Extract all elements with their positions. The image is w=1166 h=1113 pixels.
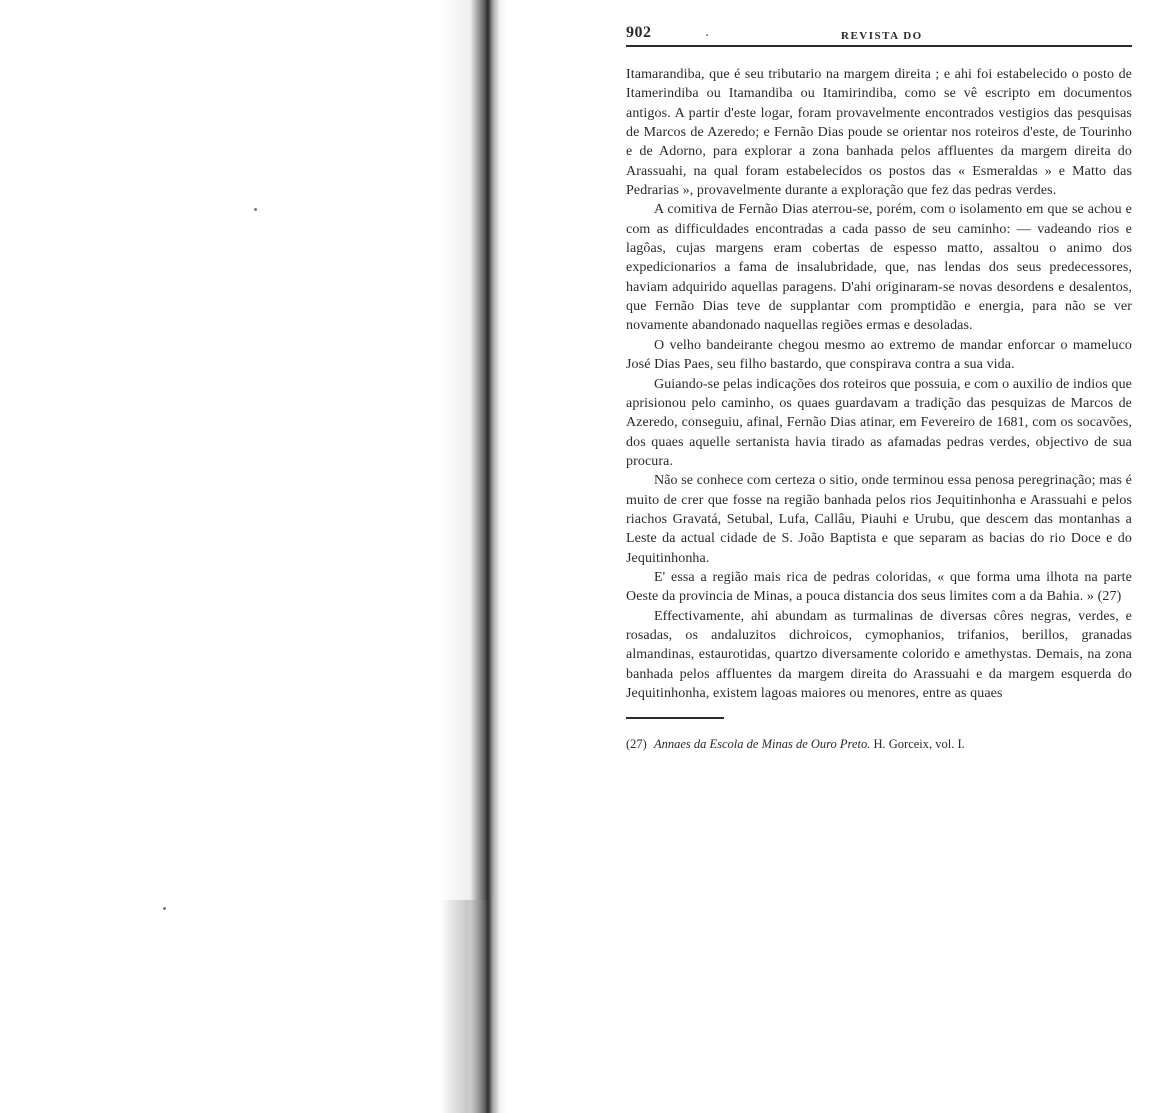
paper-speck	[254, 208, 257, 211]
paragraph: Não se conhece com certeza o sitio, onde terminou essa penosa peregrinação; mas é muito de crer que fosse na região banhada pelos rios Jequitinhonha e Arassuahi e pelos riachos Gravatá, Setubal, Lufa, Callâu, Piauhi e Urubu, que descem das montanhas a Leste da actual cidade de S. João Baptista e que separam as bacias do rio Doce e do Jequitinhonha.	[626, 473, 1132, 566]
paragraph: A comitiva de Fernão Dias aterrou-se, porém, com o isolamento em que se achou e com as difficuldades encontradas a cada passo de seu caminho: — vadeando rios e lagôas, cujas margens eram cobertas de espesso matto, assaltou o animo dos expedicionarios a fama de insalubridade, que, nas lendas dos seus predecessores, haviam adquirido aquellas paragens. D'ahi originaram-se novas desordens e desalentos, que Fernão Dias teve de supplantar com promptidão e energia, para não se ver novamente abandonado naquellas regiões ermas e desoladas.	[626, 202, 1132, 334]
footnote-source: Annaes da Escola de Minas de Ouro Preto.	[653, 737, 871, 752]
footnote-rule	[626, 717, 724, 719]
running-head: REVISTA DO	[841, 30, 923, 42]
book-gutter-shadow-lower	[440, 900, 490, 1113]
body-text	[626, 65, 1132, 703]
paragraph: Effectivamente, ahi abundam as turmalinas de diversas côres negras, verdes, e rosadas, os andaluzitos dichroicos, cymophanios, trifanios, berillos, granadas almandinas, estaurotidas, quartzo diversamente colorido e amethystas. Demais, na zona banhada pelos affluentes da margem direita do Arassuahi e da margem esquerda do Jequitinhonha, existem lagoas maiores ou menores, entre as quaes	[626, 608, 1132, 701]
paragraph: Itamarandiba, que é seu tributario na margem direita ; e ahi foi estabelecido o posto de Itamerindiba ou Itamandiba ou Itamirindiba, como se vê escripto em documentos antigos. A partir d'este logar, foram provavelmente encontrados vestigios das pesquisas de Marcos de Azeredo; e Fernão Dias poude se orientar nos roteiros d'este, de Tourinho e de Adorno, para explorar a zona banhada pelos affluentes da margem direita do Arassuahi, na qual foram estabelecidos os postos das « Esmeraldas » e Matto das Pedrarias », provavelmente durante a exploração que fez das pedras verdes.	[626, 67, 1132, 199]
footnote-author: H. Gorceix, vol. I.	[873, 737, 965, 752]
paragraph: Guiando-se pelas indicações dos roteiros que possuia, e com o auxilio de indios que aprisionou pelo caminho, os quaes guardavam a tradição das pesquizas de Marcos de Azeredo, conseguiu, afinal, Fernão Dias atinar, em Fevereiro de 1681, com os socavões, dos quaes aquelle sertanista havia tirado as afamadas pedras verdes, objectivo de sua procura.	[626, 376, 1132, 469]
paragraph: O velho bandeirante chegou mesmo ao extremo de mandar enforcar o mameluco José Dias Paes, seu filho bastardo, que conspirava contra a sua vida.	[626, 337, 1132, 373]
book-page	[626, 24, 1132, 752]
page-header	[626, 24, 1132, 47]
footnote-number: (27)	[626, 737, 647, 752]
paper-speck	[163, 907, 166, 910]
paragraph: E' essa a região mais rica de pedras coloridas, « que forma uma ilhota na parte Oeste da provincia de Minas, a pouca distancia dos seus limites com a da Bahia. » (27)	[626, 569, 1132, 605]
footnote	[626, 737, 1132, 752]
page-number: 902	[626, 24, 652, 41]
